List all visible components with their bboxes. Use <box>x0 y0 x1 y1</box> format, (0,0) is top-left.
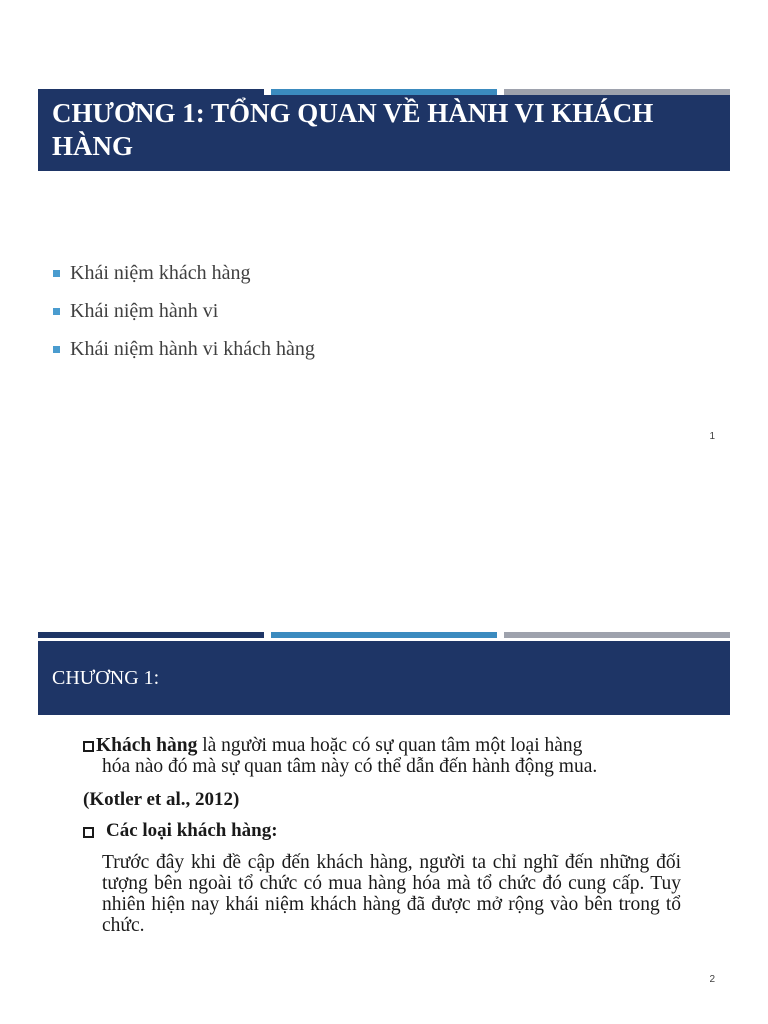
checkbox-bullet-icon <box>83 827 94 838</box>
section-heading-text: Các loại khách hàng: <box>106 820 278 841</box>
slide-title-box <box>38 641 730 715</box>
page-number: 1 <box>709 431 715 442</box>
accent-bar-navy <box>38 632 264 638</box>
definition-paragraph <box>83 735 681 777</box>
slide-2 <box>0 545 768 1024</box>
definition-text: là người mua hoặc có sự quan tâm một loại hàng <box>197 735 583 756</box>
bullet-text: Khái niệm hành vi <box>70 300 219 322</box>
slide-body <box>83 735 681 936</box>
slide-title: CHƯƠNG 1: <box>52 666 160 689</box>
bullet-list <box>53 254 315 368</box>
slide-title: CHƯƠNG 1: TỔNG QUAN VỀ HÀNH VI KHÁCH HÀNG <box>52 98 654 161</box>
accent-bar-gray <box>504 632 730 638</box>
square-bullet-icon <box>53 308 60 315</box>
accent-bar-blue <box>271 632 497 638</box>
section-paragraph: Trước đây khi đề cập đến khách hàng, người ta chỉ nghĩ đến những đối tượng bên ngoài tổ chức có mua hàng hóa mà tổ chức đó cung cấp. Tuy nhiên hiện nay khái niệm khách hàng đã được mở rộng vào bên trong tổ chức. <box>102 852 681 936</box>
title-accent-bars <box>38 632 730 638</box>
definition-text-line-2: hóa nào đó mà sự quan tâm này có thể dẫn đến hành động mua. <box>102 756 598 777</box>
bullet-text: Khái niệm hành vi khách hàng <box>70 338 315 360</box>
bullet-item <box>53 292 315 330</box>
citation: (Kotler et al., 2012) <box>83 789 240 810</box>
definition-term: Khách hàng <box>96 735 198 756</box>
checkbox-bullet-icon <box>83 741 94 752</box>
square-bullet-icon <box>53 346 60 353</box>
section-heading <box>83 818 681 844</box>
slide-title-box <box>38 95 730 171</box>
bullet-item <box>53 330 315 368</box>
square-bullet-icon <box>53 270 60 277</box>
bullet-text: Khái niệm khách hàng <box>70 262 251 284</box>
page-number: 2 <box>709 974 715 985</box>
bullet-item <box>53 254 315 292</box>
